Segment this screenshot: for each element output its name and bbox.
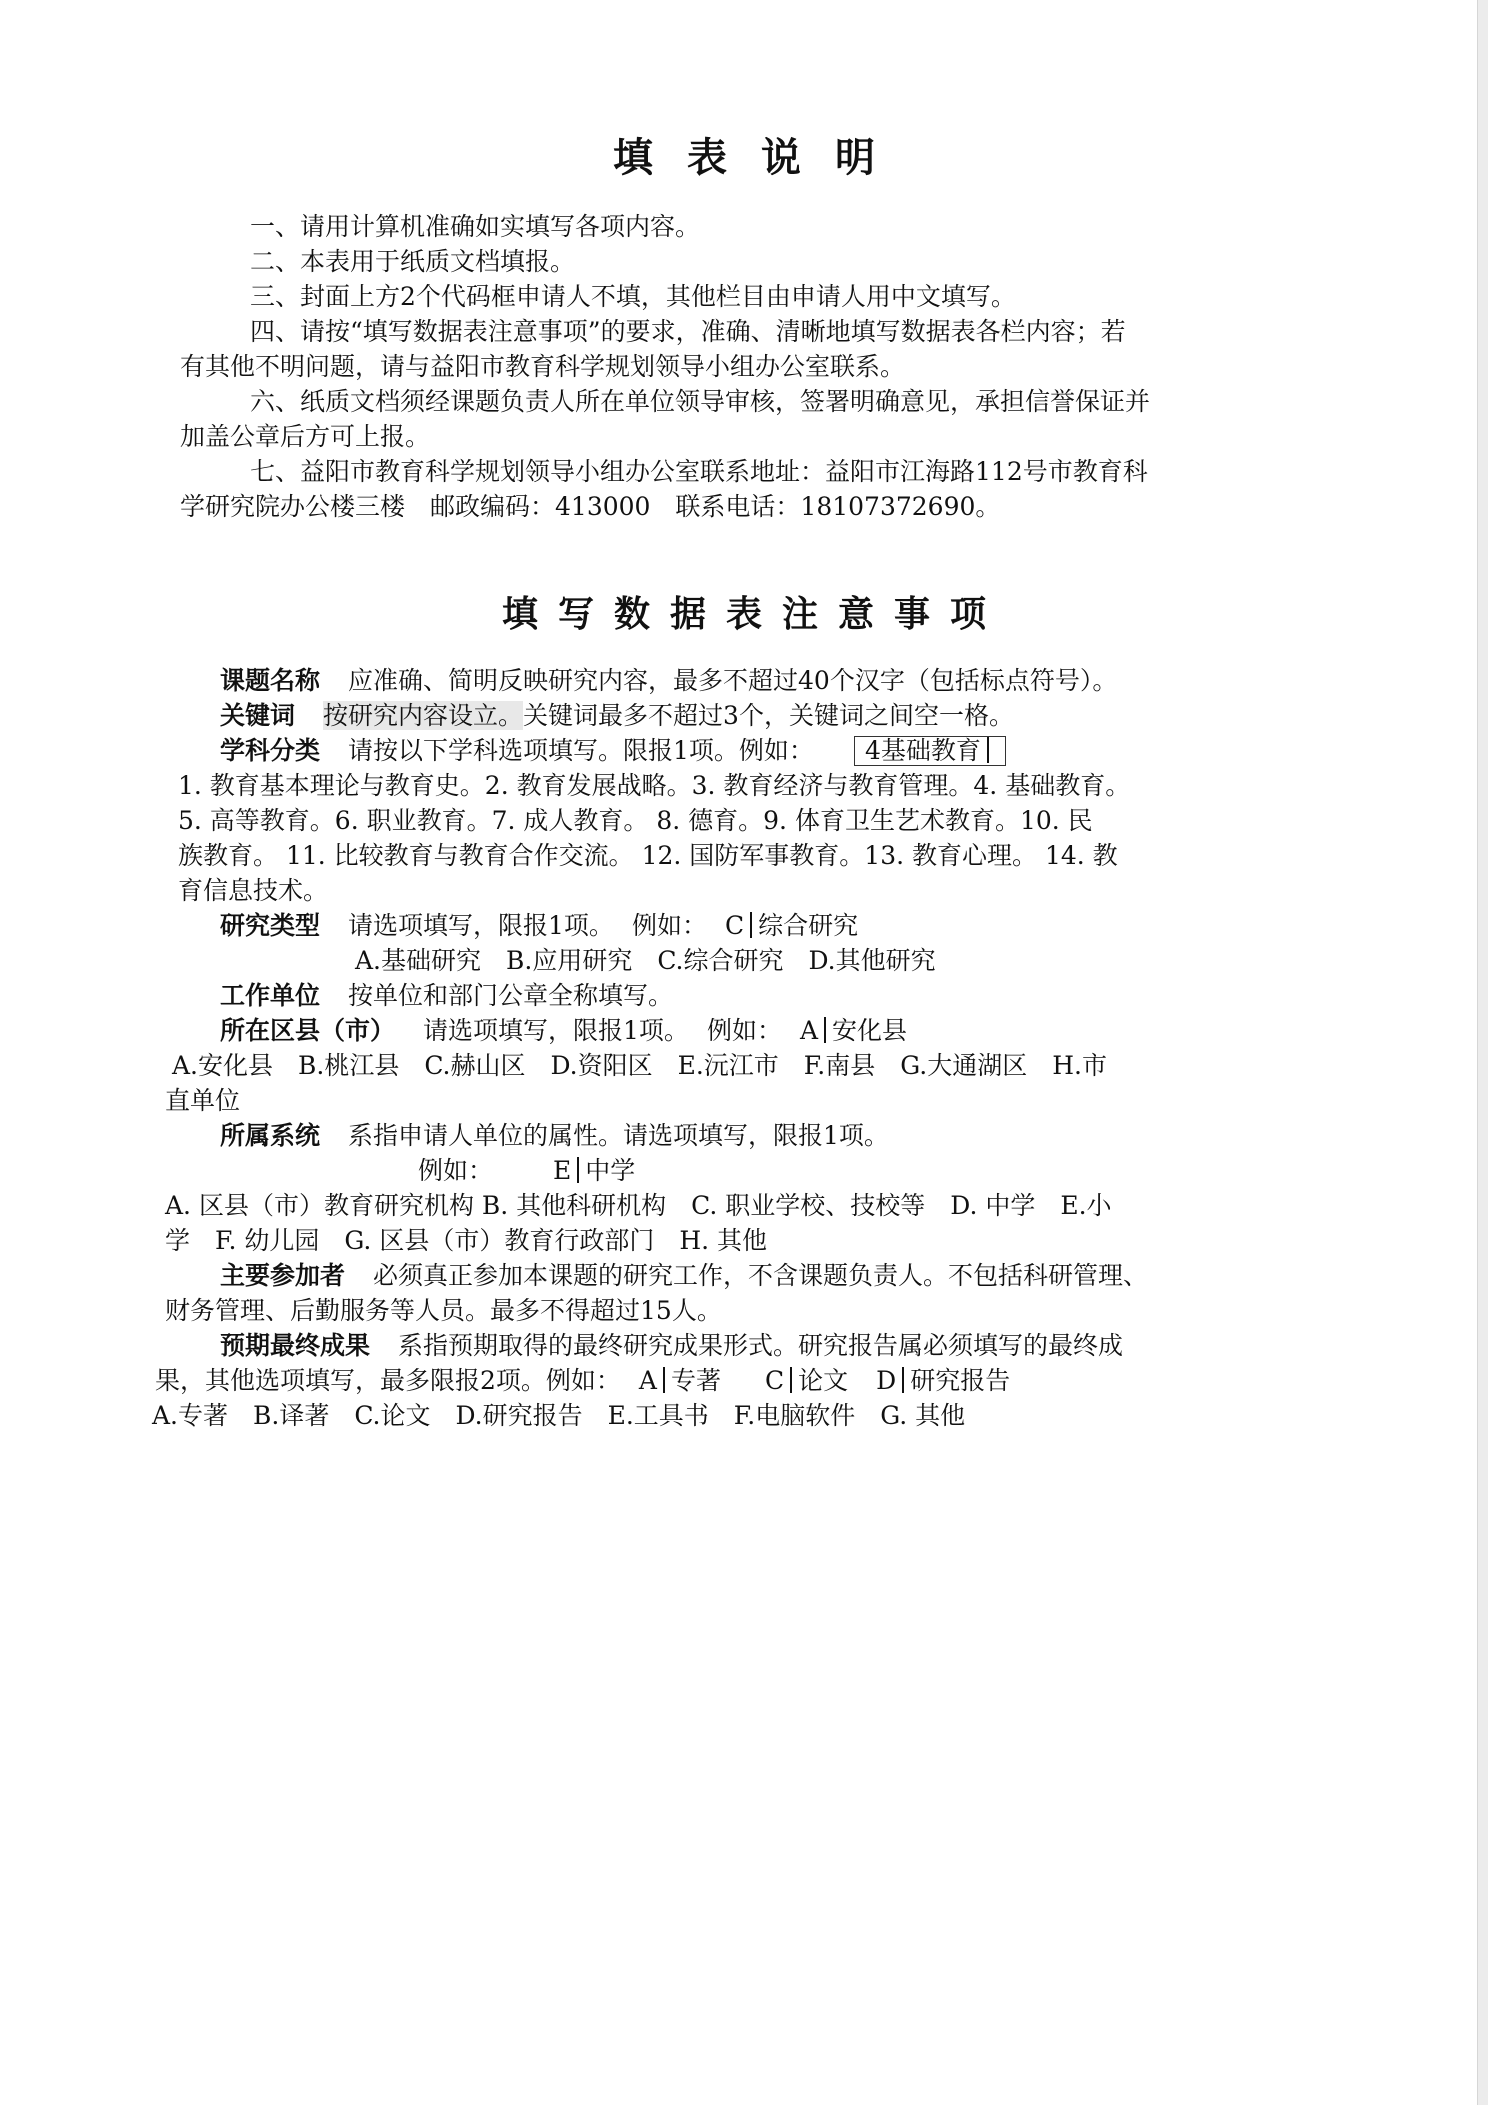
system-example [418,1154,635,1188]
system-example-code: E [553,1156,572,1185]
keywords-note [220,699,1014,733]
subject-label: 学科分类 [220,736,321,765]
subject-option-line: 育信息技术。 [178,876,329,905]
work-unit-text: 按单位和部门公章全称填写。 [348,981,674,1010]
county-text: 请选项填写，限报1项。 [423,1016,689,1045]
participants-text-2: 财务管理、后勤服务等人员。最多不得超过15人。 [165,1296,722,1325]
topic-note [220,664,1117,698]
participants-label: 主要参加者 [220,1261,346,1290]
topic-label: 课题名称 [220,666,321,695]
instruction-item: 学研究院办公楼三楼 邮政编码：413000 联系电话：18107372690。 [180,492,1001,521]
notes-title: 填写数据表注意事项 [501,594,1006,635]
keywords-text-a: 按研究内容设立。 [323,701,524,730]
research-type-example-code: C [724,911,745,940]
page-edge [1477,0,1488,2105]
subject-option-line: 5. 高等教育。6. 职业教育。7. 成人教育。 8. 德育。9. 体育卫生艺术教育。10. 民 [178,806,1093,835]
outcome-divider [902,1367,904,1393]
instruction-item: 加盖公章后方可上报。 [180,422,431,451]
subject-note [220,734,1006,768]
research-type-note [220,909,858,943]
subject-example-divider [987,737,989,763]
county-label: 所在区县（市） [220,1016,396,1045]
keywords-text-b: 关键词最多不超过3个，关键词之间空一格。 [523,701,1014,730]
outcome-example-code: A [638,1366,657,1395]
system-text: 系指申请人单位的属性。请选项填写，限报1项。 [348,1121,889,1150]
research-type-label: 研究类型 [220,911,321,940]
system-example-value: 中学 [585,1156,636,1185]
outcome-divider [790,1367,792,1393]
subject-option-line: 1. 教育基本理论与教育史。2. 教育发展战略。3. 教育经济与教育管理。4. 基础教育。 [178,771,1131,800]
county-note [220,1014,907,1048]
outcome-example-code: C [765,1366,785,1395]
outcome-options: A.专著 B.译著 C.论文 D.研究报告 E.工具书 F.电脑软件 G. 其他 [152,1401,966,1430]
system-note [220,1119,889,1153]
participants-note [220,1259,1148,1293]
instruction-item: 三、封面上方2个代码框申请人不填，其他栏目由申请人用中文填写。 [250,282,1016,311]
research-type-text: 请选项填写，限报1项。 [348,911,614,940]
system-option-line: 学 F. 幼儿园 G. 区县（市）教育行政部门 H. 其他 [165,1226,768,1255]
outcome-note [220,1329,1123,1363]
outcome-example-code: D [876,1366,897,1395]
system-divider [577,1157,579,1183]
instruction-item: 七、益阳市教育科学规划领导小组办公室联系地址：益阳市江海路112号市教育科 [250,457,1148,486]
research-type-options: A.基础研究 B.应用研究 C.综合研究 D.其他研究 [355,946,936,975]
subject-text: 请按以下学科选项填写。限报1项。例如： [348,736,814,765]
outcome-example-value: 专著 [670,1366,721,1395]
instruction-item: 二、本表用于纸质文档填报。 [250,247,576,276]
subject-example-box [854,736,1006,766]
subject-example: 4基础教育 [864,736,981,765]
system-label: 所属系统 [220,1121,321,1150]
outcome-example-value: 论文 [798,1366,849,1395]
county-divider [824,1017,826,1043]
outcome-example-value: 研究报告 [910,1366,1011,1395]
outcome-line-2 [155,1364,1010,1398]
instruction-item: 有其他不明问题，请与益阳市教育科学规划领导小组办公室联系。 [180,352,906,381]
instruction-item: 一、请用计算机准确如实填写各项内容。 [250,212,701,241]
research-type-example-prefix: 例如： [631,911,707,940]
work-unit-label: 工作单位 [220,981,321,1010]
system-example-prefix: 例如： [418,1156,494,1185]
subject-option-line: 族教育。 11. 比较教育与教育合作交流。 12. 国防军事教育。13. 教育心理。 14. 教 [178,841,1118,870]
research-type-example-value: 综合研究 [758,911,859,940]
instructions-title: 填表说明 [613,135,909,181]
county-example-code: A [799,1016,819,1045]
county-example-prefix: 例如： [706,1016,782,1045]
outcome-text-2: 果，其他选项填写，最多限报2项。例如： [155,1366,621,1395]
instruction-item: 六、纸质文档须经课题负责人所在单位领导审核，签署明确意见，承担信誉保证并 [250,387,1151,416]
outcome-label: 预期最终成果 [220,1331,371,1360]
research-type-divider [750,912,752,938]
system-option-line: A. 区县（市）教育研究机构 B. 其他科研机构 C. 职业学校、技校等 D. 中学 E.小 [165,1191,1112,1220]
participants-text: 必须真正参加本课题的研究工作，不含课题负责人。不包括科研管理、 [373,1261,1149,1290]
outcome-text: 系指预期取得的最终研究成果形式。研究报告属必须填写的最终成 [398,1331,1124,1360]
county-example-value: 安化县 [832,1016,908,1045]
keywords-label: 关键词 [220,701,296,730]
outcome-divider [663,1367,665,1393]
work-unit-note [220,979,673,1013]
county-option-line: A.安化县 B.桃江县 C.赫山区 D.资阳区 E.沅江市 F.南县 G.大通湖区 H.市 [172,1051,1107,1080]
topic-text: 应准确、简明反映研究内容，最多不超过40个汉字（包括标点符号）。 [348,666,1118,695]
county-option-line: 直单位 [165,1086,241,1115]
instruction-item: 四、请按“填写数据表注意事项”的要求，准确、清晰地填写数据表各栏内容；若 [250,317,1126,346]
